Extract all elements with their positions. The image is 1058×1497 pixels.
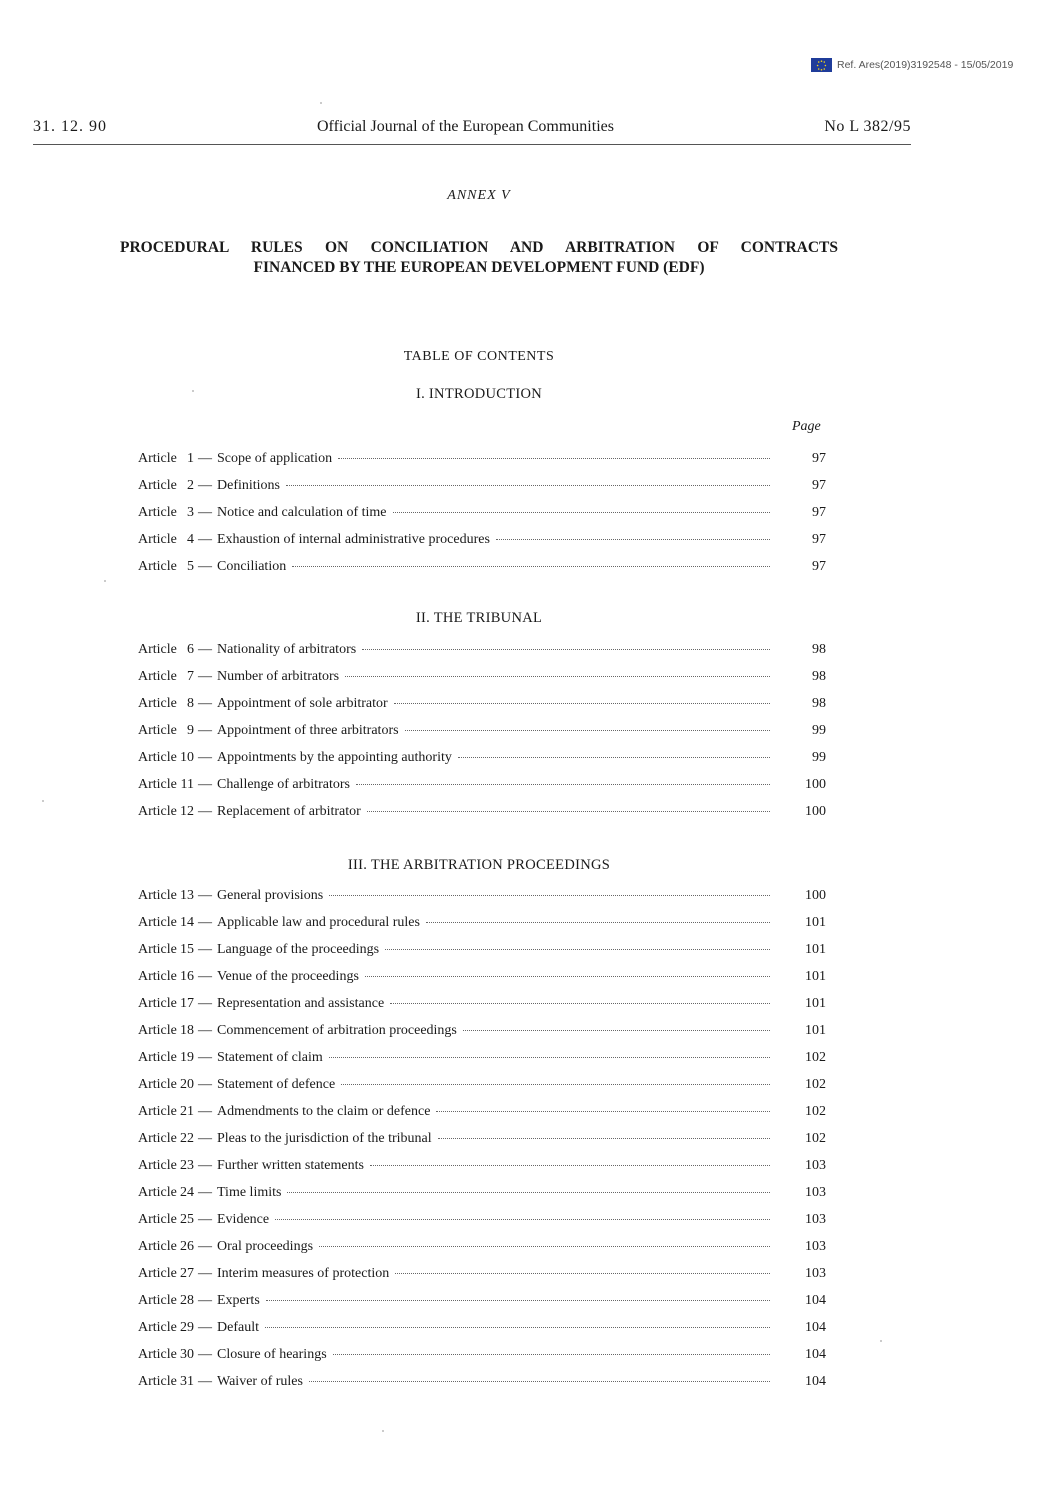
article-title: Replacement of arbitrator <box>217 804 361 819</box>
toc-entry <box>138 1293 826 1320</box>
header-rule <box>33 144 911 145</box>
article-number: 26 <box>180 1239 194 1254</box>
page-number: 100 <box>805 777 826 792</box>
article-number: 20 <box>180 1077 194 1092</box>
dot-leader <box>436 1111 770 1112</box>
article-title: Venue of the proceedings <box>217 969 359 984</box>
page-number: 101 <box>805 1023 826 1038</box>
page-number: 98 <box>812 642 826 657</box>
article-number: 29 <box>180 1320 194 1335</box>
article-number: 31 <box>180 1374 194 1389</box>
page-number: 102 <box>805 1050 826 1065</box>
article-label: Article <box>138 1374 177 1389</box>
article-label: Article <box>138 915 177 930</box>
em-dash: — <box>198 996 212 1011</box>
em-dash: — <box>198 969 212 984</box>
em-dash: — <box>198 1320 212 1335</box>
toc-entry <box>138 696 826 723</box>
dot-leader <box>287 1192 770 1193</box>
header-journal-title: Official Journal of the European Communities <box>317 118 614 135</box>
toc-entry <box>138 1212 826 1239</box>
dot-leader <box>333 1354 770 1355</box>
article-title: Statement of claim <box>217 1050 323 1065</box>
article-number: 2 <box>187 478 194 493</box>
toc-entry <box>138 1104 826 1131</box>
article-title: Representation and assistance <box>217 996 385 1011</box>
article-number: 16 <box>180 969 194 984</box>
registry-reference: Ref. Ares(2019)3192548 - 15/05/2019 <box>837 59 1014 71</box>
article-number: 11 <box>180 777 194 792</box>
toc-heading: TABLE OF CONTENTS <box>403 349 555 364</box>
em-dash: — <box>198 942 212 957</box>
article-title: Pleas to the jurisdiction of the tribunal <box>217 1131 432 1146</box>
em-dash: — <box>198 1050 212 1065</box>
dot-leader <box>292 566 770 567</box>
section-title-tribunal: II. THE TRIBUNAL <box>415 610 543 626</box>
article-label: Article <box>138 888 177 903</box>
article-number: 22 <box>180 1131 194 1146</box>
dot-leader <box>309 1381 770 1382</box>
dot-leader <box>370 1165 770 1166</box>
document-title-line-1: PROCEDURAL RULES ON CONCILIATION AND ARBITRATION OF CONTRACTS <box>120 239 838 256</box>
article-label: Article <box>138 669 177 684</box>
page-number: 102 <box>805 1077 826 1092</box>
em-dash: — <box>198 1239 212 1254</box>
toc-list-introduction <box>138 451 826 586</box>
article-number: 30 <box>180 1347 194 1362</box>
dot-leader <box>367 811 770 812</box>
document-title-line-2: FINANCED BY THE EUROPEAN DEVELOPMENT FUND (EDF) <box>253 259 705 276</box>
header-issue-number: No L 382/95 <box>824 118 911 135</box>
em-dash: — <box>198 478 212 493</box>
dot-leader <box>438 1138 770 1139</box>
article-number: 5 <box>187 559 194 574</box>
page-column-label: Page <box>792 419 821 434</box>
article-title: Further written statements <box>217 1158 364 1173</box>
section-title-arbitration-proceedings: III. THE ARBITRATION PROCEEDINGS <box>347 857 611 873</box>
dot-leader <box>275 1219 770 1220</box>
eu-flag-icon <box>811 58 832 72</box>
article-label: Article <box>138 1158 177 1173</box>
header-date: 31. 12. 90 <box>33 118 107 135</box>
em-dash: — <box>198 1185 212 1200</box>
article-number: 1 <box>187 451 194 466</box>
article-number: 18 <box>180 1023 194 1038</box>
page-number: 104 <box>805 1320 826 1335</box>
page-number: 101 <box>805 915 826 930</box>
em-dash: — <box>198 1023 212 1038</box>
dot-leader <box>362 649 770 650</box>
toc-entry <box>138 642 826 669</box>
article-label: Article <box>138 1104 177 1119</box>
article-number: 15 <box>180 942 194 957</box>
toc-entry <box>138 559 826 586</box>
article-label: Article <box>138 942 177 957</box>
toc-entry <box>138 723 826 750</box>
dot-leader <box>356 784 770 785</box>
page-number: 98 <box>812 696 826 711</box>
page-number: 104 <box>805 1374 826 1389</box>
article-title: Scope of application <box>217 451 333 466</box>
scan-speck <box>192 390 194 392</box>
toc-entry <box>138 505 826 532</box>
article-number: 21 <box>180 1104 194 1119</box>
article-label: Article <box>138 505 177 520</box>
article-title: Nationality of arbitrators <box>217 642 357 657</box>
dot-leader <box>496 539 770 540</box>
article-label: Article <box>138 723 177 738</box>
article-title: Closure of hearings <box>217 1347 327 1362</box>
dot-leader <box>329 895 770 896</box>
em-dash: — <box>198 1131 212 1146</box>
article-number: 8 <box>187 696 194 711</box>
dot-leader <box>338 458 770 459</box>
article-title: Experts <box>217 1293 260 1308</box>
dot-leader <box>385 949 770 950</box>
em-dash: — <box>198 559 212 574</box>
article-title: Evidence <box>217 1212 270 1227</box>
dot-leader <box>266 1300 770 1301</box>
toc-entry <box>138 969 826 996</box>
scan-speck <box>382 1430 384 1432</box>
article-label: Article <box>138 969 177 984</box>
em-dash: — <box>198 669 212 684</box>
article-number: 4 <box>187 532 194 547</box>
article-title: Commencement of arbitration proceedings <box>217 1023 457 1038</box>
article-title: Waiver of rules <box>217 1374 303 1389</box>
article-title: Applicable law and procedural rules <box>217 915 420 930</box>
article-label: Article <box>138 804 177 819</box>
article-title: Default <box>217 1320 259 1335</box>
section-title-introduction: I. INTRODUCTION <box>415 386 543 402</box>
em-dash: — <box>198 915 212 930</box>
scan-speck <box>104 580 106 582</box>
article-number: 25 <box>180 1212 194 1227</box>
article-number: 27 <box>180 1266 194 1281</box>
toc-entry <box>138 804 826 831</box>
em-dash: — <box>198 723 212 738</box>
page-number: 102 <box>805 1131 826 1146</box>
article-title: Conciliation <box>217 559 287 574</box>
article-number: 14 <box>180 915 194 930</box>
article-title: Admendments to the claim or defence <box>217 1104 431 1119</box>
em-dash: — <box>198 505 212 520</box>
toc-list-arbitration-proceedings <box>138 888 826 1401</box>
scan-speck <box>42 800 44 802</box>
toc-entry <box>138 451 826 478</box>
article-label: Article <box>138 1266 177 1281</box>
article-title: Appointment of sole arbitrator <box>217 696 388 711</box>
article-label: Article <box>138 1293 177 1308</box>
em-dash: — <box>198 777 212 792</box>
page-number: 99 <box>812 750 826 765</box>
em-dash: — <box>198 1374 212 1389</box>
article-title: Number of arbitrators <box>217 669 340 684</box>
article-title: Interim measures of protection <box>217 1266 390 1281</box>
article-number: 10 <box>180 750 194 765</box>
toc-entry <box>138 1266 826 1293</box>
dot-leader <box>365 976 770 977</box>
article-label: Article <box>138 1347 177 1362</box>
dot-leader <box>265 1327 770 1328</box>
page-number: 103 <box>805 1212 826 1227</box>
article-label: Article <box>138 1131 177 1146</box>
em-dash: — <box>198 642 212 657</box>
article-title: Exhaustion of internal administrative procedures <box>217 532 490 547</box>
toc-entry <box>138 1158 826 1185</box>
em-dash: — <box>198 532 212 547</box>
toc-entry <box>138 1185 826 1212</box>
dot-leader <box>394 703 770 704</box>
document-title <box>120 238 838 278</box>
article-label: Article <box>138 1185 177 1200</box>
toc-entry <box>138 1239 826 1266</box>
em-dash: — <box>198 1347 212 1362</box>
article-number: 28 <box>180 1293 194 1308</box>
journal-header <box>33 118 911 140</box>
dot-leader <box>319 1246 770 1247</box>
toc-entry <box>138 1050 826 1077</box>
article-number: 3 <box>187 505 194 520</box>
em-dash: — <box>198 1212 212 1227</box>
article-title: Statement of defence <box>217 1077 336 1092</box>
toc-entry <box>138 996 826 1023</box>
page-number: 97 <box>812 505 826 520</box>
page-number: 97 <box>812 451 826 466</box>
article-label: Article <box>138 478 177 493</box>
article-label: Article <box>138 750 177 765</box>
article-title: Challenge of arbitrators <box>217 777 350 792</box>
em-dash: — <box>198 804 212 819</box>
page-number: 103 <box>805 1239 826 1254</box>
scan-speck <box>320 102 322 104</box>
article-number: 12 <box>180 804 194 819</box>
em-dash: — <box>198 696 212 711</box>
toc-entry <box>138 669 826 696</box>
dot-leader <box>426 922 770 923</box>
page-number: 101 <box>805 942 826 957</box>
dot-leader <box>458 757 770 758</box>
page-number: 97 <box>812 478 826 493</box>
article-label: Article <box>138 1212 177 1227</box>
page-number: 98 <box>812 669 826 684</box>
toc-list-tribunal <box>138 642 826 831</box>
page-number: 97 <box>812 559 826 574</box>
article-label: Article <box>138 696 177 711</box>
toc-entry <box>138 532 826 559</box>
dot-leader <box>286 485 770 486</box>
toc-entry <box>138 1320 826 1347</box>
article-number: 9 <box>187 723 194 738</box>
article-title: Appointment of three arbitrators <box>217 723 399 738</box>
dot-leader <box>405 730 770 731</box>
page-number: 102 <box>805 1104 826 1119</box>
em-dash: — <box>198 1077 212 1092</box>
scan-speck <box>880 1340 882 1342</box>
article-title: Time limits <box>217 1185 282 1200</box>
em-dash: — <box>198 1293 212 1308</box>
article-label: Article <box>138 777 177 792</box>
article-label: Article <box>138 1239 177 1254</box>
dot-leader <box>463 1030 770 1031</box>
article-label: Article <box>138 559 177 574</box>
article-label: Article <box>138 451 177 466</box>
article-title: Definitions <box>217 478 280 493</box>
dot-leader <box>329 1057 770 1058</box>
registry-stamp <box>811 57 1013 73</box>
article-label: Article <box>138 996 177 1011</box>
annex-label: ANNEX V <box>447 188 511 203</box>
toc-entry <box>138 478 826 505</box>
page-number: 97 <box>812 532 826 547</box>
article-title: General provisions <box>217 888 324 903</box>
em-dash: — <box>198 888 212 903</box>
dot-leader <box>390 1003 770 1004</box>
dot-leader <box>345 676 770 677</box>
toc-entry <box>138 1347 826 1374</box>
article-label: Article <box>138 1050 177 1065</box>
em-dash: — <box>198 750 212 765</box>
page-number: 103 <box>805 1158 826 1173</box>
toc-entry <box>138 942 826 969</box>
article-label: Article <box>138 532 177 547</box>
toc-entry <box>138 1374 826 1401</box>
article-number: 24 <box>180 1185 194 1200</box>
article-label: Article <box>138 642 177 657</box>
article-title: Appointments by the appointing authority <box>217 750 452 765</box>
dot-leader <box>395 1273 770 1274</box>
article-title: Language of the proceedings <box>217 942 380 957</box>
em-dash: — <box>198 451 212 466</box>
page-number: 103 <box>805 1266 826 1281</box>
page-number: 100 <box>805 804 826 819</box>
page-number: 100 <box>805 888 826 903</box>
article-number: 7 <box>187 669 194 684</box>
page-number: 103 <box>805 1185 826 1200</box>
page-number: 104 <box>805 1293 826 1308</box>
article-label: Article <box>138 1023 177 1038</box>
article-number: 6 <box>187 642 194 657</box>
page-number: 101 <box>805 996 826 1011</box>
em-dash: — <box>198 1158 212 1173</box>
article-number: 23 <box>180 1158 194 1173</box>
toc-entry <box>138 888 826 915</box>
page-number: 101 <box>805 969 826 984</box>
page-number: 104 <box>805 1347 826 1362</box>
em-dash: — <box>198 1266 212 1281</box>
toc-entry <box>138 915 826 942</box>
toc-entry <box>138 1077 826 1104</box>
article-number: 19 <box>180 1050 194 1065</box>
page-number: 99 <box>812 723 826 738</box>
toc-entry <box>138 1023 826 1050</box>
toc-entry <box>138 777 826 804</box>
toc-entry <box>138 750 826 777</box>
article-number: 13 <box>180 888 194 903</box>
dot-leader <box>393 512 771 513</box>
em-dash: — <box>198 1104 212 1119</box>
article-title: Oral proceedings <box>217 1239 314 1254</box>
article-label: Article <box>138 1320 177 1335</box>
dot-leader <box>341 1084 770 1085</box>
article-label: Article <box>138 1077 177 1092</box>
toc-entry <box>138 1131 826 1158</box>
article-number: 17 <box>180 996 194 1011</box>
article-title: Notice and calculation of time <box>217 505 387 520</box>
